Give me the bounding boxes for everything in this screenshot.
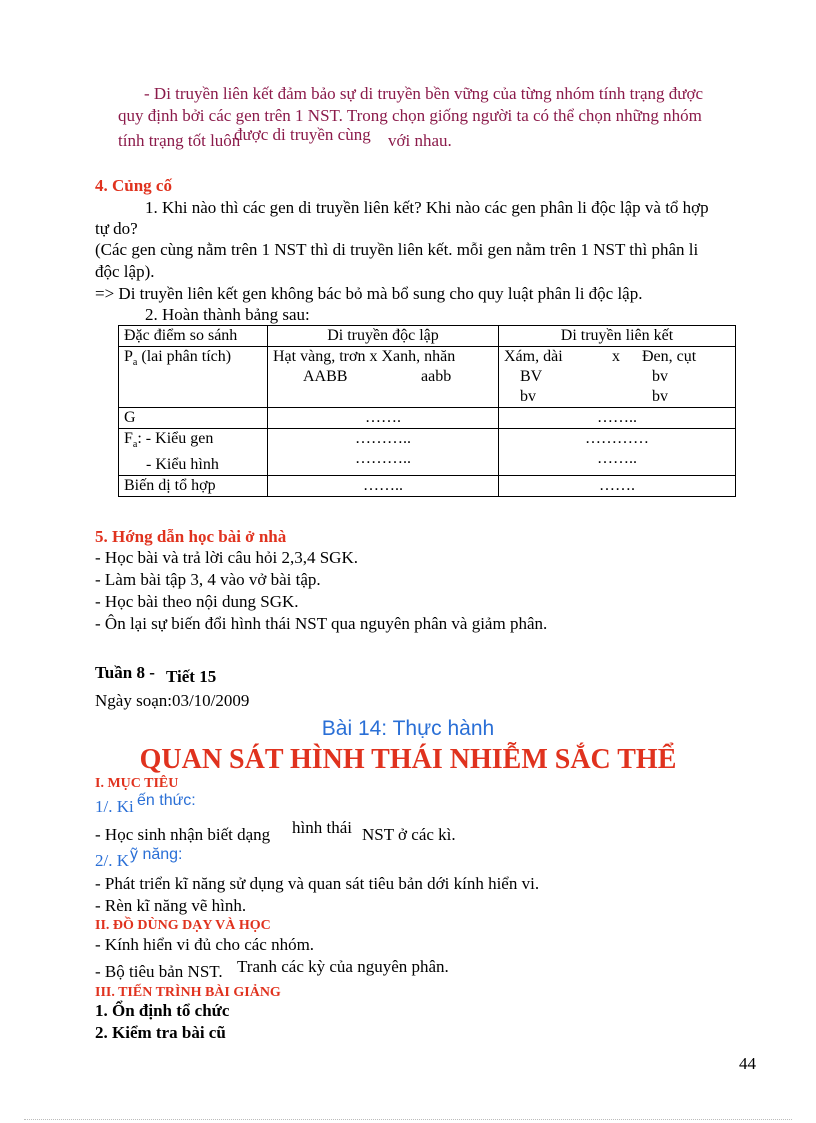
pa-lk-bv-lower-1: bv	[652, 368, 668, 385]
tientrinh-step: 2. Kiểm tra bài cũ	[95, 1023, 226, 1042]
row-label-biendi: Biến dị tổ hợp	[119, 476, 268, 497]
cungco-q1-line2: tự do?	[95, 219, 138, 238]
cell-bd-lienket: …….	[499, 476, 736, 497]
huongdan-item: - Học bài và trả lời câu hỏi 2,3,4 SGK.	[95, 548, 358, 567]
table-header-row	[119, 326, 736, 347]
fa-kieuhinh-label: - Kiểu hình	[146, 456, 219, 474]
lesson-title: Bài 14: Thực hành	[321, 717, 495, 740]
pa-lk-cross: x	[612, 348, 620, 365]
table-row	[119, 476, 736, 497]
intro-line-3b: được di truyền cùng	[234, 125, 371, 144]
kynang-item: - Rèn kĩ năng vẽ hình.	[95, 896, 247, 915]
dodung-item-a: - Bộ tiêu bản NST.	[95, 962, 223, 981]
dodung-item-b: Tranh các kỳ của nguyên phân.	[237, 957, 449, 976]
header-cell: Di truyền liên kết	[499, 326, 736, 347]
lesson-subtitle: QUAN SÁT HÌNH THÁI NHIỄM SẮC THỂ	[139, 744, 677, 775]
intro-line-1: - Di truyền liên kết đảm bảo sự di truyền bền vững của từng nhóm tính trạng được	[144, 84, 704, 103]
kienthuc-heading: ến thức:	[137, 792, 196, 809]
section-tientrinh-heading: III. TIẾN TRÌNH BÀI GIẢNG	[95, 985, 281, 1000]
kynang-num: 2/. K	[95, 851, 129, 870]
cungco-a2: => Di truyền liên kết gen không bác bỏ mà bổ sung cho quy luật phân li độc lập.	[95, 284, 643, 303]
intro-line-3a: tính trạng tốt luôn	[118, 131, 241, 150]
kienthuc-item-a: - Học sinh nhận biết dạng	[95, 825, 271, 844]
cungco-q2: 2. Hoàn thành bảng sau:	[145, 305, 310, 324]
section-cungco-heading: 4. Củng cố	[95, 176, 172, 195]
huongdan-item: - Làm bài tập 3, 4 vào vở bài tập.	[95, 570, 321, 589]
cell-pa-doclap	[268, 347, 499, 408]
cell-fa-doclap: ……….. ………..	[268, 429, 499, 476]
cell-bd-doclap: ……..	[268, 476, 499, 497]
tientrinh-step: 1. Ổn định tổ chức	[95, 1001, 230, 1020]
cungco-q1-line1: 1. Khi nào thì các gen di truyền liên kết? Khi nào các gen phân li độc lập và tổ hợp	[145, 198, 709, 217]
pa-dl-line1: Hạt vàng, trơn x Xanh, nhăn	[273, 348, 456, 365]
huongdan-item: - Học bài theo nội dung SGK.	[95, 592, 299, 611]
period-label: Tiết 15	[166, 667, 217, 686]
pa-lk-bv-lower-3: bv	[652, 388, 668, 405]
kynang-heading: ỹ năng:	[130, 846, 183, 863]
cell-g-lienket: ……..	[499, 408, 736, 429]
huongdan-item: - Ôn lại sự biến đổi hình thái NST qua nguyên phân và giảm phân.	[95, 614, 548, 633]
row-label-g: G	[119, 408, 268, 429]
pa-lk-bv-lower-2: bv	[520, 388, 536, 405]
kienthuc-item-b: hình thái	[292, 818, 352, 837]
genotype-aabb-recessive: aabb	[421, 368, 452, 385]
intro-line-3c: với nhau.	[388, 131, 452, 150]
section-dodung-heading: II. ĐỒ DÙNG DẠY VÀ HỌC	[95, 918, 271, 933]
section-muctieu-heading: I. MỤC TIÊU	[95, 776, 179, 791]
header-cell: Di truyền độc lập	[268, 326, 499, 347]
week-label: Tuần 8 -	[95, 663, 155, 682]
page-bottom-border	[24, 1119, 792, 1120]
comparison-table	[118, 325, 736, 497]
page-number: 44	[739, 1054, 756, 1073]
row-label-pa: $P_a$ (lai phân tích)	[119, 347, 268, 408]
section-huongdan-heading: 5. Hớng dẫn học bài ở nhà	[95, 527, 287, 546]
pa-lk-black-short: Đen, cụt	[642, 348, 697, 365]
date-label: Ngày soạn:03/10/2009	[95, 691, 250, 710]
cungco-a1-line1: (Các gen cùng nằm trên 1 NST thì di truyền liên kết. mỗi gen nằm trên 1 NST thì phân li	[95, 240, 699, 259]
dodung-item: - Kính hiển vi đủ cho các nhóm.	[95, 935, 315, 954]
kynang-item: - Phát triển kĩ năng sử dụng và quan sát tiêu bản dới kính hiển vi.	[95, 874, 540, 893]
pa-lk-bv-upper: BV	[520, 368, 543, 385]
cell-g-doclap: …….	[268, 408, 499, 429]
header-cell: Đặc điểm so sánh	[119, 326, 268, 347]
kienthuc-num: 1/. Ki	[95, 797, 134, 816]
row-label-fa: $F_a$: - Kiểu gen - Kiểu hình	[119, 429, 268, 476]
cell-pa-lienket	[499, 347, 736, 408]
intro-line-2: quy định bởi các gen trên 1 NST. Trong chọn giống người ta có thể chọn những nhóm	[118, 106, 702, 125]
table-row	[119, 347, 736, 408]
cungco-a1-line2: độc lập).	[95, 262, 155, 281]
table-row	[119, 429, 736, 476]
pa-lk-grey-long: Xám, dài	[504, 348, 563, 365]
cell-fa-lienket: ………… ……..	[499, 429, 736, 476]
kienthuc-item-c: NST ở các kì.	[362, 825, 456, 844]
genotype-aabb-dominant: AABB	[303, 368, 348, 385]
table-row	[119, 408, 736, 429]
